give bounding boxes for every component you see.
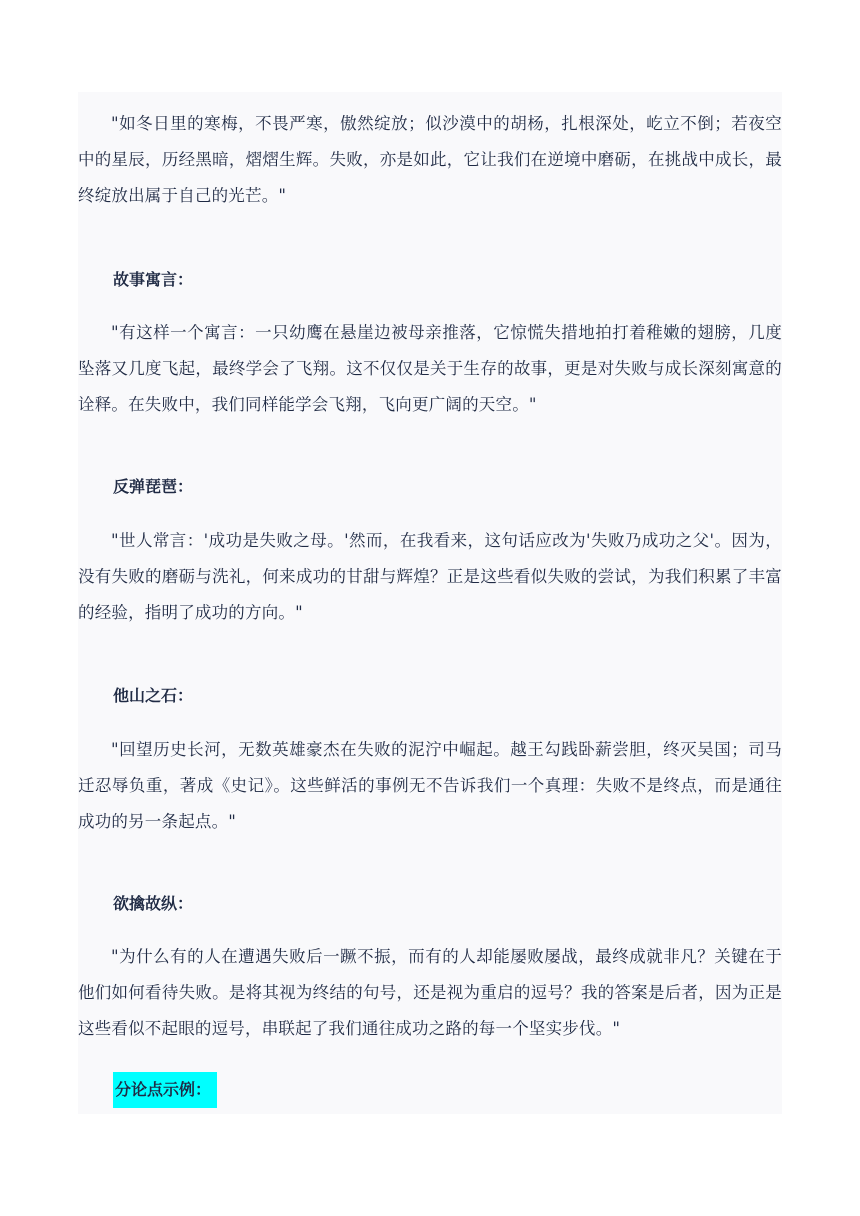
paragraph-eagle-fable: "有这样一个寓言：一只幼鹰在悬崖边被母亲推落，它惊慌失措地拍打着稚嫩的翅膀，几度坠落又几度飞起，最终学会了飞翔。这不仅仅是关于生存的故事，更是对失败与成长深刻寓意的诠释。在失败中，我们同样能学会飞翔，飞向更广阔的天空。": [78, 323, 782, 414]
paragraph-failure-father: "世人常言：'成功是失败之母。'然而，在我看来，这句话应改为'失败乃成功之父'。因为，没有失败的磨砺与洗礼，何来成功的甘甜与辉煌？正是这些看似失败的尝试，为我们积累了丰富的经验，指明了成功的方向。": [78, 531, 782, 622]
paragraph-comma-period: "为什么有的人在遭遇失败后一蹶不振，而有的人却能屡败屡战，最终成就非凡？关键在于他们如何看待失败。是将其视为终结的句号，还是视为重启的逗号？我的答案是后者，因为正是这些看似不起眼的逗号，串联起了我们通往成功之路的每一个坚实步伐。": [78, 947, 782, 1038]
paragraph-history-heroes: "回望历史长河，无数英雄豪杰在失败的泥泞中崛起。越王勾践卧薪尝胆，终灭吴国；司马迁忍辱负重，著成《史记》。这些鲜活的事例无不告诉我们一个真理：失败不是终点，而是通往成功的另一条起点。": [78, 740, 782, 831]
heading-other-mountain-stone: 他山之石：: [113, 686, 194, 705]
heading-reverse-pipa: 反弹琵琶：: [113, 477, 194, 496]
heading-capture-release: 欲擒故纵：: [113, 894, 194, 913]
paragraph-winter-plum: "如冬日里的寒梅，不畏严寒，傲然绽放；似沙漠中的胡杨，扎根深处，屹立不倒；若夜空中的星辰，历经黑暗，熠熠生辉。失败，亦是如此，它让我们在逆境中磨砺，在挑战中成长，最终绽放出属于自己的光芒。": [78, 114, 782, 205]
heading-story-fable: 故事寓言：: [113, 270, 194, 289]
document-page: [78, 92, 782, 1114]
heading-sub-argument-examples: 分论点示例：: [113, 1072, 217, 1108]
